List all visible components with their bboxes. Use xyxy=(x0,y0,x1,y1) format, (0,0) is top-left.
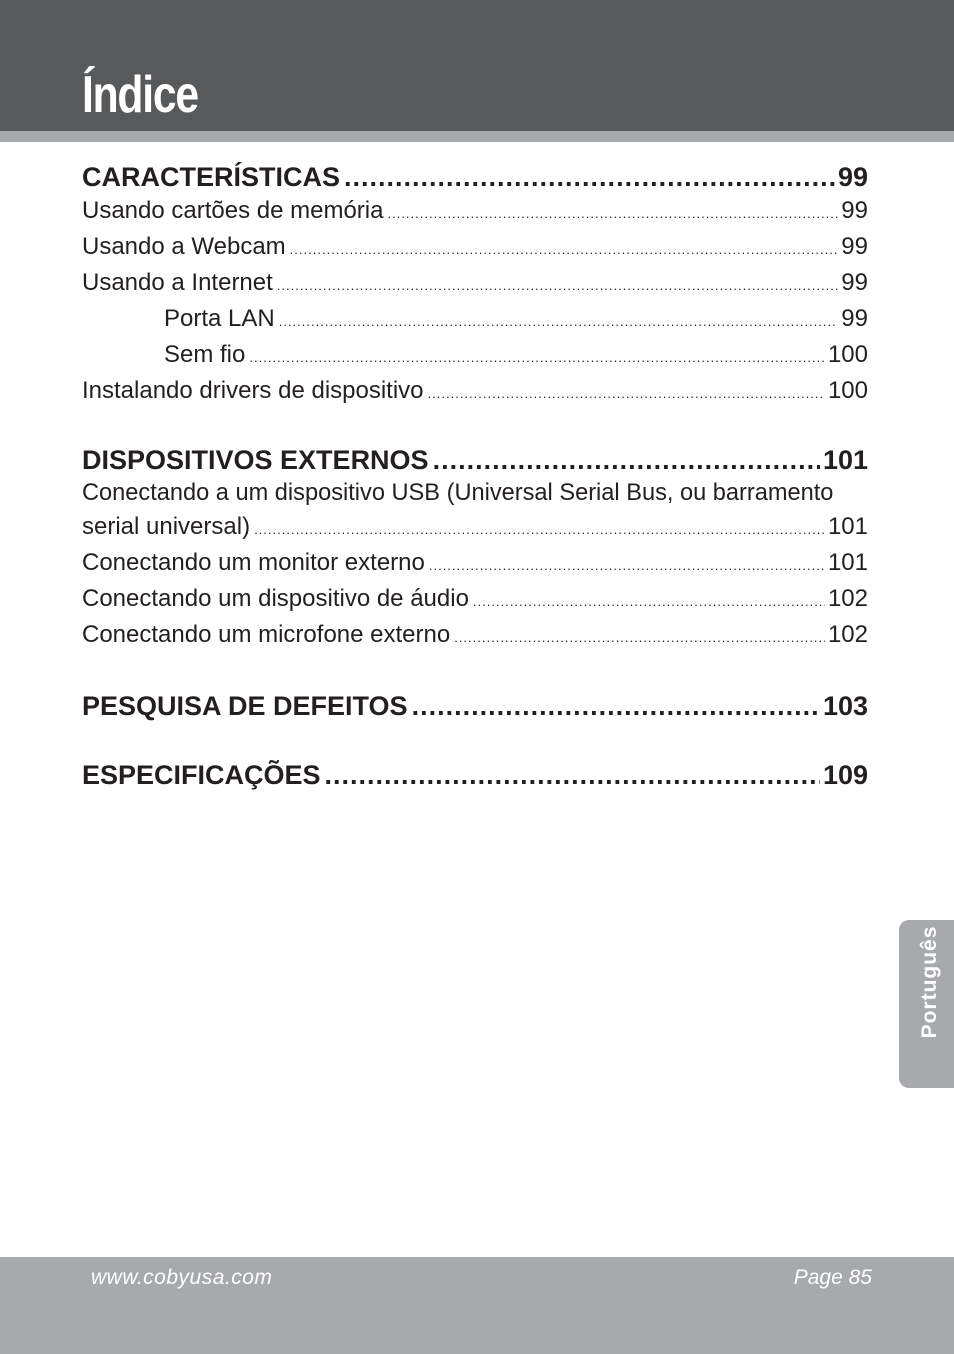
toc-section-pesquisa-de-defeitos xyxy=(82,689,868,723)
toc-entry-page: 99 xyxy=(841,269,868,296)
footer-url[interactable]: www.cobyusa.com xyxy=(91,1266,273,1289)
toc-leader-dots xyxy=(279,305,839,338)
toc-entry-label: Conectando um microfone externo xyxy=(82,621,451,648)
toc-entry[interactable] xyxy=(82,374,868,410)
toc-section-caracteristicas xyxy=(82,160,868,410)
toc-entry-line2 xyxy=(82,510,868,546)
toc-leader-dots xyxy=(387,197,838,230)
toc-entry-page: 101 xyxy=(827,549,868,576)
toc-leader-dots xyxy=(428,377,825,410)
toc-leader-dots xyxy=(412,689,820,723)
toc-entry-label-line1: Conectando a um dispositivo USB (Universal Serial Bus, ou barramento xyxy=(82,480,834,506)
toc-entry-label: Usando a Internet xyxy=(82,269,273,296)
toc-entry-page: 102 xyxy=(827,621,868,648)
toc-entry-page: 100 xyxy=(827,377,868,404)
toc-entry-page: 99 xyxy=(841,233,868,260)
section-spacer xyxy=(82,654,868,689)
toc-heading-label: PESQUISA DE DEFEITOS xyxy=(82,691,408,721)
toc-leader-dots xyxy=(325,758,820,792)
language-tab xyxy=(899,920,954,1088)
toc-heading-label: DISPOSITIVOS EXTERNOS xyxy=(82,445,429,475)
toc-leader-dots xyxy=(290,233,839,266)
toc-entry[interactable] xyxy=(82,618,868,654)
toc-leader-dots xyxy=(433,443,820,477)
toc-heading-page: 109 xyxy=(822,760,868,790)
table-of-contents xyxy=(82,160,868,792)
page-title: Índice xyxy=(82,66,198,124)
toc-heading[interactable] xyxy=(82,443,868,477)
toc-heading[interactable] xyxy=(82,689,868,723)
toc-subentry[interactable] xyxy=(82,302,868,338)
toc-entry-page: 100 xyxy=(827,341,868,368)
section-spacer xyxy=(82,410,868,443)
toc-entry[interactable] xyxy=(82,266,868,302)
toc-entry-wrapped[interactable] xyxy=(82,477,868,546)
toc-heading-page: 99 xyxy=(837,162,868,192)
toc-entry-label: Usando a Webcam xyxy=(82,233,286,260)
toc-heading-page: 103 xyxy=(822,691,868,721)
toc-entry[interactable] xyxy=(82,582,868,618)
toc-heading[interactable] xyxy=(82,758,868,792)
toc-entry-page: 102 xyxy=(827,585,868,612)
toc-entry-label: Instalando drivers de dispositivo xyxy=(82,377,424,404)
toc-leader-dots xyxy=(344,160,835,194)
toc-subentry[interactable] xyxy=(82,338,868,374)
toc-heading-page: 101 xyxy=(822,445,868,475)
toc-leader-dots xyxy=(473,585,825,618)
toc-entry-page: 99 xyxy=(841,305,868,332)
section-spacer xyxy=(82,723,868,758)
page-footer xyxy=(0,1257,954,1354)
toc-leader-dots xyxy=(277,269,839,302)
toc-entry-label: Sem fio xyxy=(164,341,246,368)
toc-leader-dots xyxy=(254,513,825,546)
toc-entry[interactable] xyxy=(82,546,868,582)
toc-entry[interactable] xyxy=(82,230,868,266)
toc-heading[interactable] xyxy=(82,160,868,194)
footer-page-number: Page 85 xyxy=(793,1266,872,1289)
toc-heading-label: ESPECIFICAÇÕES xyxy=(82,760,321,790)
toc-section-dispositivos-externos xyxy=(82,443,868,654)
toc-entry-label-line2: serial universal) xyxy=(82,513,251,540)
language-tab-label: Português xyxy=(918,925,941,1039)
header-stripe xyxy=(0,131,954,142)
toc-entry-label: Conectando um dispositivo de áudio xyxy=(82,585,469,612)
toc-entry-label: Usando cartões de memória xyxy=(82,197,384,224)
toc-entry-page: 101 xyxy=(827,513,868,540)
toc-entry-label: Porta LAN xyxy=(164,305,275,332)
toc-entry-label: Conectando um monitor externo xyxy=(82,549,425,576)
toc-entry-page: 99 xyxy=(841,197,868,224)
toc-leader-dots xyxy=(249,341,825,374)
toc-section-especificacoes xyxy=(82,758,868,792)
toc-leader-dots xyxy=(454,621,825,654)
toc-leader-dots xyxy=(429,549,825,582)
toc-heading-label: CARACTERÍSTICAS xyxy=(82,162,341,192)
toc-entry[interactable] xyxy=(82,194,868,230)
